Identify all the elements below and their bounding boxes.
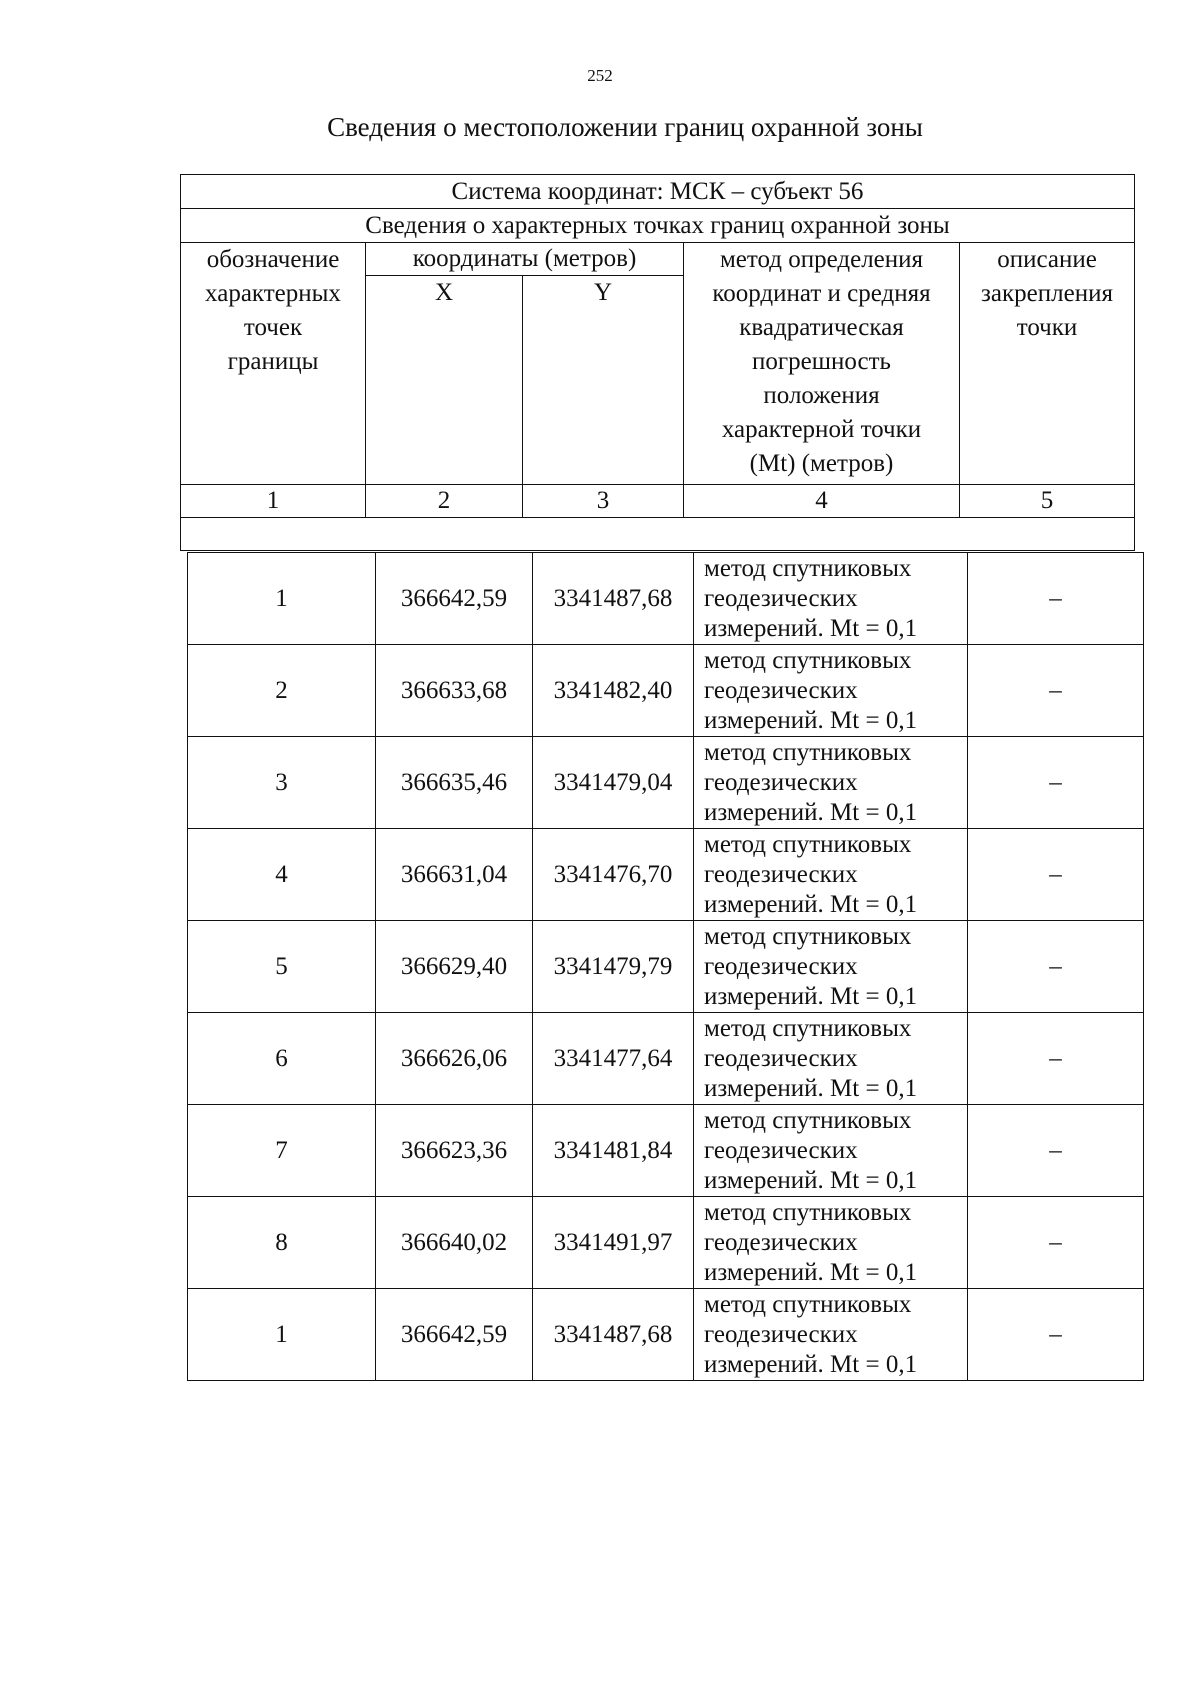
coordinates-table-header bbox=[180, 174, 1135, 551]
header-x: X bbox=[366, 276, 523, 485]
coordinate-system-cell: Система координат: МСК – субъект 56 bbox=[181, 175, 1135, 209]
description-cell: – bbox=[968, 553, 1144, 645]
method-text-line: измерений. Mt = 0,1 bbox=[704, 982, 918, 1010]
point-number-cell: 1 bbox=[188, 1289, 376, 1381]
method-text-line: измерений. Mt = 0,1 bbox=[704, 706, 918, 734]
table-row bbox=[188, 829, 1144, 921]
x-coordinate-cell: 366633,68 bbox=[376, 645, 533, 737]
method-text-line: метод спутниковых bbox=[704, 830, 912, 858]
header-text-line: закрепления bbox=[981, 280, 1113, 307]
header-text-line: описание bbox=[997, 246, 1097, 273]
y-coordinate-cell: 3341487,68 bbox=[533, 1289, 694, 1381]
method-text-line: метод спутниковых bbox=[704, 1290, 912, 1318]
y-coordinate-cell: 3341481,84 bbox=[533, 1105, 694, 1197]
header-text-line: (Mt) (метров) bbox=[749, 450, 894, 477]
method-text-line: геодезических bbox=[704, 584, 858, 612]
header-text-line: координат и средняя bbox=[712, 280, 931, 307]
description-cell: – bbox=[968, 1197, 1144, 1289]
y-coordinate-cell: 3341477,64 bbox=[533, 1013, 694, 1105]
method-cell bbox=[694, 1105, 968, 1197]
method-text-line: геодезических bbox=[704, 952, 858, 980]
description-cell: – bbox=[968, 829, 1144, 921]
description-cell: – bbox=[968, 645, 1144, 737]
header-text-line: характерной точки bbox=[721, 416, 922, 443]
point-number-cell: 8 bbox=[188, 1197, 376, 1289]
x-coordinate-cell: 366642,59 bbox=[376, 1289, 533, 1381]
method-text-line: геодезических bbox=[704, 1320, 858, 1348]
point-number-cell: 2 bbox=[188, 645, 376, 737]
method-text-line: геодезических bbox=[704, 676, 858, 704]
method-text-line: измерений. Mt = 0,1 bbox=[704, 798, 918, 826]
method-cell bbox=[694, 1289, 968, 1381]
description-cell: – bbox=[968, 921, 1144, 1013]
method-cell bbox=[694, 829, 968, 921]
x-coordinate-cell: 366640,02 bbox=[376, 1197, 533, 1289]
method-text-line: метод спутниковых bbox=[704, 554, 912, 582]
method-cell bbox=[694, 737, 968, 829]
x-coordinate-cell: 366629,40 bbox=[376, 921, 533, 1013]
header-point-designation bbox=[181, 243, 366, 485]
x-coordinate-cell: 366626,06 bbox=[376, 1013, 533, 1105]
point-number-cell: 6 bbox=[188, 1013, 376, 1105]
header-text-line: границы bbox=[227, 348, 319, 375]
method-text-line: метод спутниковых bbox=[704, 1014, 912, 1042]
coordinates-table-body bbox=[187, 552, 1144, 1381]
header-description bbox=[960, 243, 1135, 485]
table-row bbox=[188, 921, 1144, 1013]
method-cell bbox=[694, 1197, 968, 1289]
method-text-line: геодезических bbox=[704, 1044, 858, 1072]
method-cell bbox=[694, 1013, 968, 1105]
header-method bbox=[684, 243, 960, 485]
method-text-line: измерений. Mt = 0,1 bbox=[704, 890, 918, 918]
method-text-line: метод спутниковых bbox=[704, 1198, 912, 1226]
header-text-line: погрешность bbox=[752, 348, 891, 375]
point-number-cell: 7 bbox=[188, 1105, 376, 1197]
point-number-cell: 1 bbox=[188, 553, 376, 645]
y-coordinate-cell: 3341487,68 bbox=[533, 553, 694, 645]
column-number-cell: 1 bbox=[181, 485, 366, 518]
x-coordinate-cell: 366642,59 bbox=[376, 553, 533, 645]
column-number-cell: 4 bbox=[684, 485, 960, 518]
method-text-line: измерений. Mt = 0,1 bbox=[704, 1258, 918, 1286]
header-coordinates: координаты (метров) bbox=[366, 243, 684, 276]
y-coordinate-cell: 3341482,40 bbox=[533, 645, 694, 737]
header-text-line: квадратическая bbox=[739, 314, 904, 341]
method-text-line: метод спутниковых bbox=[704, 738, 912, 766]
method-text-line: метод спутниковых bbox=[704, 922, 912, 950]
method-cell bbox=[694, 553, 968, 645]
method-text-line: измерений. Mt = 0,1 bbox=[704, 1074, 918, 1102]
x-coordinate-cell: 366623,36 bbox=[376, 1105, 533, 1197]
point-number-cell: 4 bbox=[188, 829, 376, 921]
point-number-cell: 3 bbox=[188, 737, 376, 829]
document-title: Сведения о местоположении границ охранной зоны bbox=[327, 112, 923, 142]
table-row bbox=[188, 645, 1144, 737]
method-text-line: метод спутниковых bbox=[704, 646, 912, 674]
header-text-line: обозначение bbox=[206, 246, 340, 273]
header-text-line: положения bbox=[763, 382, 880, 409]
table-caption-cell: Сведения о характерных точках границ охранной зоны bbox=[181, 209, 1135, 243]
header-text-line: точки bbox=[1016, 314, 1078, 341]
header-y: Y bbox=[523, 276, 684, 485]
blank-row-cell bbox=[181, 518, 1135, 551]
point-number-cell: 5 bbox=[188, 921, 376, 1013]
y-coordinate-cell: 3341476,70 bbox=[533, 829, 694, 921]
header-text-line: точек bbox=[243, 314, 303, 341]
column-number-cell: 3 bbox=[523, 485, 684, 518]
table-row bbox=[188, 1105, 1144, 1197]
method-text-line: геодезических bbox=[704, 768, 858, 796]
x-coordinate-cell: 366631,04 bbox=[376, 829, 533, 921]
method-text-line: измерений. Mt = 0,1 bbox=[704, 1166, 918, 1194]
page-number: 252 bbox=[587, 66, 613, 85]
column-number-cell: 5 bbox=[960, 485, 1135, 518]
table-row bbox=[188, 1013, 1144, 1105]
table-row bbox=[188, 1289, 1144, 1381]
description-cell: – bbox=[968, 1013, 1144, 1105]
y-coordinate-cell: 3341479,79 bbox=[533, 921, 694, 1013]
table-row bbox=[188, 1197, 1144, 1289]
method-text-line: геодезических bbox=[704, 1136, 858, 1164]
x-coordinate-cell: 366635,46 bbox=[376, 737, 533, 829]
method-text-line: геодезических bbox=[704, 860, 858, 888]
method-text-line: измерений. Mt = 0,1 bbox=[704, 1350, 918, 1378]
method-text-line: метод спутниковых bbox=[704, 1106, 912, 1134]
description-cell: – bbox=[968, 737, 1144, 829]
description-cell: – bbox=[968, 1105, 1144, 1197]
description-cell: – bbox=[968, 1289, 1144, 1381]
table-row bbox=[188, 553, 1144, 645]
method-cell bbox=[694, 645, 968, 737]
y-coordinate-cell: 3341479,04 bbox=[533, 737, 694, 829]
header-text-line: характерных bbox=[205, 280, 341, 307]
method-cell bbox=[694, 921, 968, 1013]
y-coordinate-cell: 3341491,97 bbox=[533, 1197, 694, 1289]
header-text-line: метод определения bbox=[719, 246, 924, 273]
method-text-line: геодезических bbox=[704, 1228, 858, 1256]
method-text-line: измерений. Mt = 0,1 bbox=[704, 614, 918, 642]
column-number-cell: 2 bbox=[366, 485, 523, 518]
table-row bbox=[188, 737, 1144, 829]
